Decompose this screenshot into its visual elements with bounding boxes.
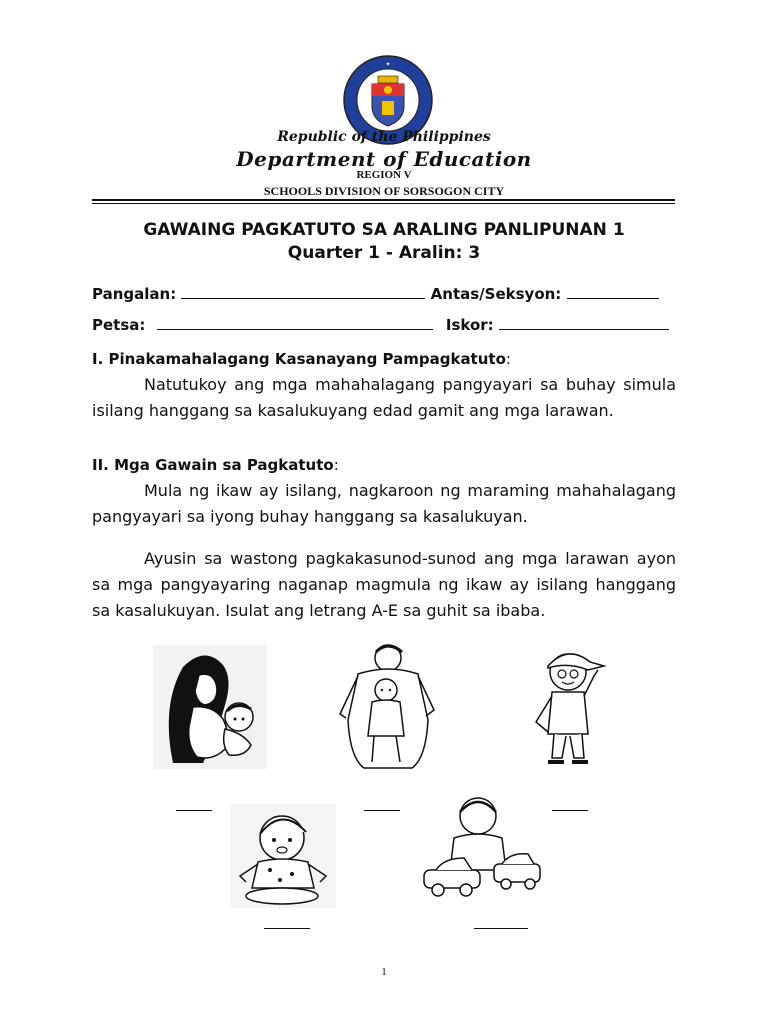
answer-blank-1[interactable] (176, 810, 212, 811)
section-two-heading-text: II. Mga Gawain sa Pagkatuto (92, 456, 334, 474)
answer-blank-5[interactable] (474, 928, 528, 929)
date-label: Petsa: (92, 316, 146, 334)
worksheet-subtitle: Quarter 1 - Aralin: 3 (287, 243, 481, 263)
republic-of-the-philippines: Republic of the Philippines (277, 129, 491, 145)
answer-blank-3[interactable] (552, 810, 588, 811)
worksheet-title: GAWAING PAGKATUTO SA ARALING PANLIPUNAN 1 (143, 220, 625, 240)
header-divider-thin (92, 203, 675, 204)
answer-blank-4[interactable] (264, 928, 310, 929)
section-blank[interactable] (567, 284, 659, 299)
header-divider (92, 199, 675, 201)
svg-text:✦: ✦ (385, 61, 391, 68)
section-two-paragraph-1: Mula ng ikaw ay isilang, nagkaroon ng maraming mahahalagang pangyayari sa iyong buhay hanggang sa kasalukuyan. (92, 481, 676, 526)
department-of-education: Department of Education (236, 147, 532, 171)
baby-sitting-icon (230, 804, 336, 908)
page-number: 1 (381, 966, 387, 978)
section-one-heading (92, 350, 511, 368)
answer-blank-2[interactable] (364, 810, 400, 811)
date-blank[interactable] (157, 315, 433, 330)
date-field-row (92, 315, 669, 334)
name-field-row (92, 284, 659, 303)
section-one-body: Natutukoy ang mga mahahalagang pangyayari sa buhay simula isilang hanggang sa kasalukuyang edad gamit ang mga larawan. (92, 375, 676, 420)
mother-feeding-baby-icon (153, 645, 267, 769)
name-label: Pangalan: (92, 285, 177, 303)
section-label: Antas/Seksyon: (430, 285, 562, 303)
child-playing-toy-cars-icon (420, 792, 544, 904)
schools-division: SCHOOLS DIVISION OF SORSOGON CITY (263, 184, 505, 198)
section-two-colon: : (333, 456, 339, 474)
region-label: REGION V (356, 169, 412, 181)
score-label: Iskor: (445, 316, 494, 334)
score-blank[interactable] (499, 315, 669, 330)
section-one-heading-text: I. Pinakamahalagang Kasanayang Pampagkatuto (92, 350, 506, 368)
boy-with-cap-icon (528, 640, 608, 772)
section-two-paragraph-2: Ayusin sa wastong pagkakasunod-sunod ang mga larawan ayon sa mga pangyayaring naganap magmula ng ikaw ay isilang hanggang sa kasalukuyan. Isulat ang letrang A-E sa guhit sa ibaba. (92, 549, 676, 620)
section-one-colon: : (505, 350, 511, 368)
parent-with-toddler-icon (330, 640, 442, 772)
name-blank[interactable] (181, 284, 425, 299)
section-two-heading (92, 456, 339, 474)
